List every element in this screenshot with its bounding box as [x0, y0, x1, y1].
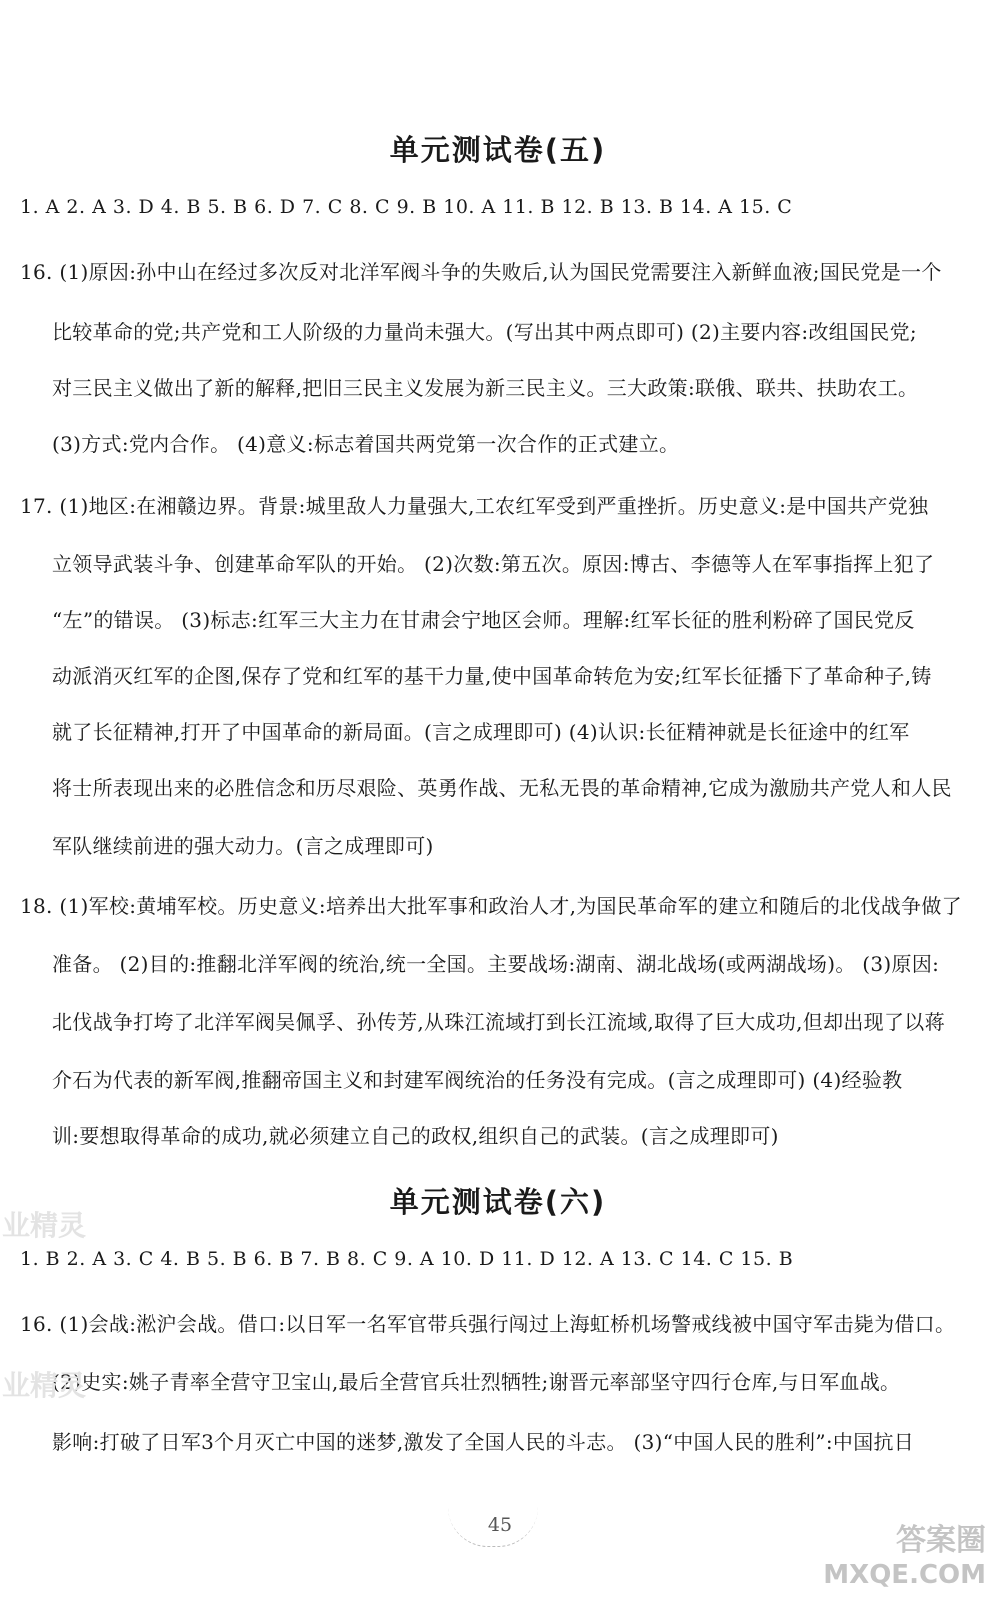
- q18-line-5: 训:要想取得革命的成功,就必须建立自己的政权,组织自己的武装。(言之成理即可): [52, 1124, 779, 1148]
- q17-line-2: 立领导武装斗争、创建革命军队的开始。 (2)次数:第五次。原因:博古、李德等人在军事指挥上犯了: [52, 552, 935, 576]
- watermark-left-top: 业精灵: [2, 1209, 87, 1242]
- mc-answers-6: 1. B 2. A 3. C 4. B 5. B 6. B 7. B 8. C 9. A 10. D 11. D 12. A 13. C 14. C 15. B: [20, 1248, 794, 1270]
- q17-line-5: 就了长征精神,打开了中国革命的新局面。(言之成理即可) (4)认识:长征精神就是长征途中的红军: [52, 720, 910, 744]
- q17-line-3: “左”的错误。 (3)标志:红军三大主力在甘肃会宁地区会师。理解:红军长征的胜利粉碎了国民党反: [52, 608, 915, 632]
- q17-line-4: 动派消灭红军的企图,保存了党和红军的基干力量,使中国革命转危为安;红军长征播下了革命种子,铸: [52, 664, 932, 688]
- q18-line-1: 18. (1)军校:黄埔军校。历史意义:培养出大批军事和政治人才,为国民革命军的建立和随后的北伐战争做了: [20, 894, 962, 918]
- q17-line-7: 军队继续前进的强大动力。(言之成理即可): [52, 834, 434, 858]
- q18-line-2: 准备。 (2)目的:推翻北洋军阀的统治,统一全国。主要战场:湖南、湖北战场(或两湖战场)。 (3)原因:: [52, 952, 940, 976]
- watermark-logo: [823, 1524, 986, 1592]
- q16-line-2: 比较革命的党;共产党和工人阶级的力量尚未强大。(写出其中两点即可) (2)主要内容:改组国民党;: [52, 320, 917, 344]
- q18-line-3: 北伐战争打垮了北洋军阀吴佩孚、孙传芳,从珠江流域打到长江流域,取得了巨大成功,但却出现了以蒋: [52, 1010, 945, 1034]
- q16-line-4: (3)方式:党内合作。 (4)意义:标志着国共两党第一次合作的正式建立。: [52, 432, 680, 456]
- watermark-left-bottom: 业精灵: [2, 1369, 87, 1402]
- watermark-line-2: MXQE.COM: [823, 1560, 986, 1590]
- section-title-5: 单元测试卷(五): [389, 133, 607, 167]
- q17-line-6: 将士所表现出来的必胜信念和历尽艰险、英勇作战、无私无畏的革命精神,它成为激励共产党人和人民: [52, 776, 952, 800]
- section-title-6: 单元测试卷(六): [389, 1185, 607, 1219]
- page-number: 45: [487, 1514, 513, 1536]
- q16-line-3: 对三民主义做出了新的解释,把旧三民主义发展为新三民主义。三大政策:联俄、联共、扶助农工。: [52, 376, 919, 400]
- q18-line-4: 介石为代表的新军阀,推翻帝国主义和封建军阀统治的任务没有完成。(言之成理即可) (4)经验教: [52, 1068, 903, 1092]
- q16-6-line-1: 16. (1)会战:淞沪会战。借口:以日军一名军官带兵强行闯过上海虹桥机场警戒线被中国守军击毙为借口。: [20, 1312, 956, 1336]
- q16-line-1: 16. (1)原因:孙中山在经过多次反对北洋军阀斗争的失败后,认为国民党需要注入新鲜血液;国民党是一个: [20, 260, 942, 284]
- mc-answers-5: 1. A 2. A 3. D 4. B 5. B 6. D 7. C 8. C 9. B 10. A 11. B 12. B 13. B 14. A 15. C: [20, 196, 793, 218]
- q16-6-line-3: 影响:打破了日军3个月灭亡中国的迷梦,激发了全国人民的斗志。 (3)“中国人民的胜利”:中国抗日: [52, 1430, 915, 1454]
- q17-line-1: 17. (1)地区:在湘赣边界。背景:城里敌人力量强大,工农红军受到严重挫折。历史意义:是中国共产党独: [20, 494, 929, 518]
- watermark-line-1: 答案圈: [896, 1523, 986, 1558]
- q16-6-line-2: (2)史实:姚子青率全营守卫宝山,最后全营官兵壮烈牺牲;谢晋元率部坚守四行仓库,与日军血战。: [52, 1370, 901, 1394]
